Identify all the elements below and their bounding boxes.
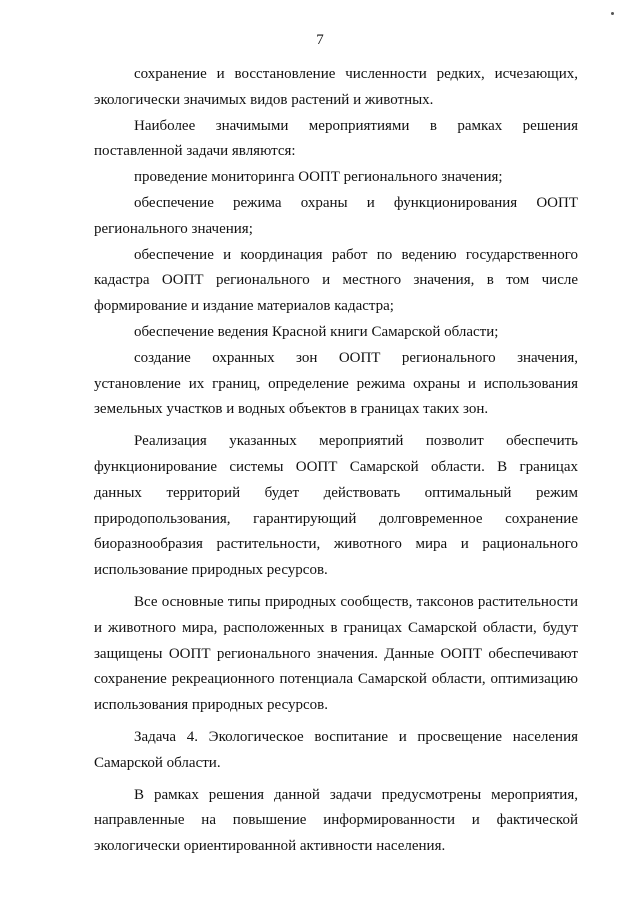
list-item: проведение мониторинга ООПТ регионального значения; (134, 169, 503, 186)
paragraph: В рамках решения данной задачи предусмотрены мероприятия, направленные на повышение информированности и фактической экологически ориентированной активности населения. (94, 786, 578, 855)
body-text (94, 62, 578, 860)
list-item: обеспечение ведения Красной книги Самарской области; (134, 323, 499, 340)
list-item: обеспечение и координация работ по ведению государственного кадастра ООПТ регионального и местного значения, в том числе формирование и издание материалов кадастра; (94, 246, 578, 315)
list-item: обеспечение режима охраны и функционирования ООПТ регионального значения; (94, 194, 578, 237)
paragraph: Реализация указанных мероприятий позволит обеспечить функционирование системы ООПТ Самарской области. В границах данных территорий будет действовать оптимальный режим природопользования, гарантирующий долговременное сохранение биоразнообразия растительности, животного мира и рационального использование природных ресурсов. (94, 433, 578, 579)
list-item: создание охранных зон ООПТ регионального значения, установление их границ, определение режима охраны и использования земельных участков и водных объектов в границах таких зон. (94, 349, 578, 418)
paragraph: Все основные типы природных сообществ, таксонов растительности и животного мира, расположенных в границах Самарской области, будут защищены ООПТ регионального значения. Данные ООПТ обеспечивают сохранение рекреационного потенциала Самарской области, оптимизацию использования природных ресурсов. (94, 593, 578, 714)
paragraph: Наиболее значимыми мероприятиями в рамках решения поставленной задачи являются: (94, 117, 578, 160)
paragraph: сохранение и восстановление численности редких, исчезающих, экологически значимых видов растений и животных. (94, 66, 578, 108)
scan-speck (611, 12, 614, 15)
page-number: 7 (316, 32, 324, 48)
task-heading: Задача 4. Экологическое воспитание и просвещение населения Самарской области. (94, 728, 578, 771)
